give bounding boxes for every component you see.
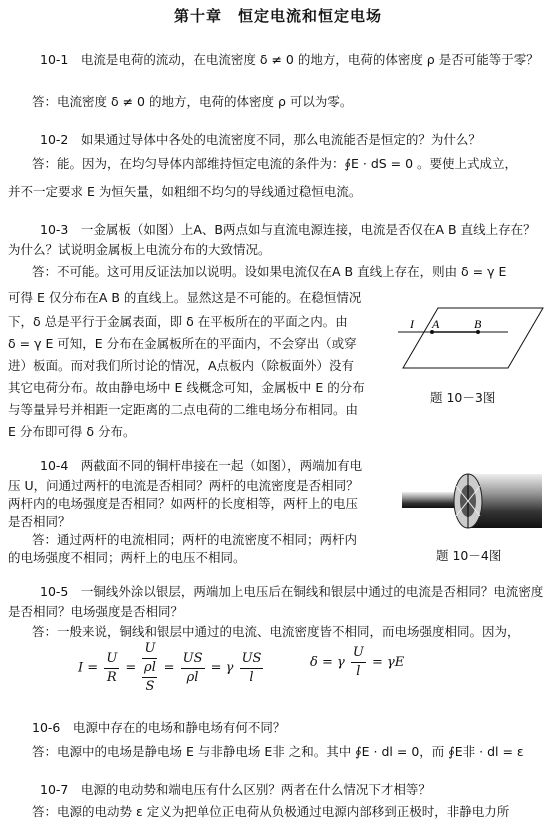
question-10-4-line1: 10-4 两截面不同的铜杆串接在一起（如图），两端加有电 (40, 458, 363, 473)
answer-10-3-line8: E 分布即可得 δ 分布。 (8, 424, 136, 439)
answer-10-6: 答：电源中的电场是静电场 E 与非静电场 E非 之和。其中 ∮E · dl = 0，而 ∮E非 · dl = ε (32, 744, 524, 759)
fraction-u-over-r: $\frac{U}{R}$ (106, 650, 118, 685)
copper-rods-figure (398, 468, 548, 536)
answer-10-5: 答：一般来说，铜线和银层中通过的电流、电流密度皆不相同，而电场强度相同。因为， (32, 624, 520, 639)
chapter-title: 第十章 恒定电流和恒定电场 (173, 7, 382, 25)
question-10-4-line3: 两杆内的电场强度是否相同？如两杆的长度相等，两杆上的电压 (8, 496, 359, 511)
figure-10-3-caption: 题 10－3图 (430, 390, 496, 405)
figure-10-4-caption: 题 10－4图 (436, 548, 502, 563)
answer-10-2-line2: 并不一定要求 E 为恒矢量，如粗细不均匀的导线通过稳恒电流。 (8, 184, 362, 199)
question-10-4-line2: 压 U，问通过两杆的电流是否相同？两杆的电流密度是否相同？ (8, 478, 359, 493)
question-10-7: 10-7 电源的电动势和端电压有什么区别？两者在什么情况下才相等？ (40, 782, 431, 797)
answer-10-3-line7: 与等量异号并相距一定距离的二点电荷的二维电场分布相同。由 (8, 402, 359, 417)
fraction-us-over-rho-l: $\frac{US}{\rho l}$ (182, 650, 203, 685)
point-b-label: B (474, 317, 482, 331)
question-10-4-line4: 是否相同？ (8, 514, 71, 529)
question-10-3: 10-3 一金属板（如图）上A、B两点如与直流电源连接，电流是否仅在A B 直线上存在？为什么？试说明金属板上电流分布的大致情况。 (8, 222, 536, 257)
question-10-1: 10-1 电流是电荷的流动，在电流密度 δ ≠ 0 的地方，电荷的体密度 ρ 是否可能等于零？ (40, 52, 539, 67)
answer-10-4-line1: 答：通过两杆的电流相同；两杆的电流密度不相同；两杆内 (32, 532, 358, 547)
point-a-label: A (432, 317, 440, 331)
question-10-6: 10-6 电源中存在的电场和静电场有何不同？ (32, 720, 286, 735)
answer-10-4-line2: 的电场强度不相同；两杆上的电压不相同。 (8, 550, 246, 565)
answer-10-7: 答：电源的电动势 ε 定义为把单位正电荷从负极通过电源内部移到正极时，非静电力所 (32, 804, 510, 819)
answer-10-3-line5: 进）板面。而对我们所讨论的情况，A点板内（除板面外）没有 (8, 358, 355, 373)
answer-10-3-line2: 可得 E 仅分布在A B 的直线上。显然这是不可能的。在稳恒情况 (8, 290, 362, 305)
current-density-formula: δ = γ $\frac{U}{l}$ = γE (310, 645, 405, 679)
answer-10-3-line3: 下，δ 总是平行于金属表面，即 δ 在平板所在的平面之内。由 (8, 314, 348, 329)
fraction-us-over-l: $\frac{US}{l}$ (241, 650, 262, 685)
fraction-u-over-rho-l-over-s: U ρl S (144, 641, 156, 694)
question-10-2: 10-2 如果通过导体中各处的电流密度不同，那么电流能否是恒定的？为什么？ (40, 132, 481, 147)
answer-10-1: 答：电流密度 δ ≠ 0 的地方，电荷的体密度 ρ 可以为零。 (32, 94, 353, 109)
metal-plate-figure (398, 302, 548, 374)
current-label: I (410, 317, 414, 331)
answer-10-3-line1: 答：不可能。这可用反证法加以说明。设如果电流仅在A B 直线上存在，则由 δ = γ E (32, 264, 507, 279)
fraction-u-over-l: $\frac{U}{l}$ (352, 645, 364, 679)
answer-10-3-line4: δ = γ E 可知，E 分布在金属板所在的平面内，不会穿出（或穿 (8, 336, 357, 351)
question-10-5: 10-5 一铜线外涂以银层，两端加上电压后在铜线和银层中通过的电流是否相同？电流密度是否相同？电场强度是否相同？ (8, 584, 544, 619)
answer-10-2-line1: 答：能。因为，在均匀导体内部维持恒定电流的条件为：∮E · dS = 0 。要使上式成立， (32, 156, 518, 171)
ohm-formula: I = $\frac{U}{R}$ = U ρl S = $\frac{US}{\rho l}$ = γ $\frac{US}{l}$ (78, 641, 262, 694)
answer-10-3-line6: 其它电荷分布。故由静电场中 E 线概念可知，金属板中 E 的分布 (8, 380, 365, 395)
formula-i: I = (78, 660, 99, 676)
